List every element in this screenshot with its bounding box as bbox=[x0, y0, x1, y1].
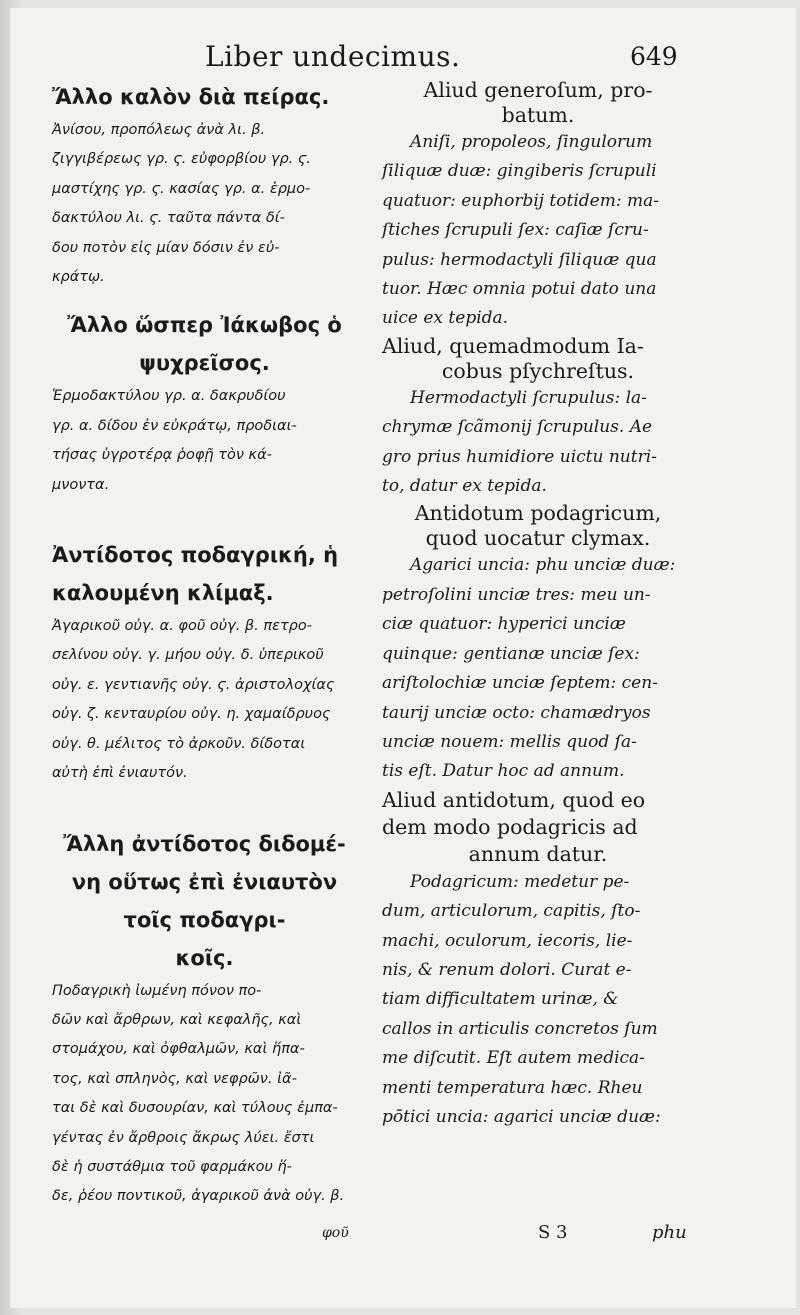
latin-section bbox=[382, 78, 694, 334]
section-gap bbox=[52, 514, 357, 536]
text-line: μνοντα. bbox=[52, 476, 110, 493]
heading-line: καλουμένη κλίμαξ. bbox=[52, 581, 274, 606]
text-line: ſtiches ſcrupuli ſex: caſiæ ſcru- bbox=[382, 220, 649, 241]
text-line: taurij unciæ octo: chamædryos bbox=[382, 702, 651, 723]
text-line: quinque: gentianæ unciæ ſex: bbox=[382, 643, 640, 664]
latin-section-heading bbox=[382, 787, 694, 868]
text-line: pulus: hermodactyli ſiliquæ qua bbox=[382, 249, 657, 270]
greek-section bbox=[52, 825, 357, 1212]
greek-section-heading bbox=[52, 536, 357, 612]
latin-section bbox=[382, 501, 694, 786]
heading-line: Aliud antidotum, quod eo bbox=[382, 787, 646, 812]
text-line: tiam difficultatem urinæ, & bbox=[382, 989, 619, 1010]
text-line: δὲ ἡ συστάθμια τοῦ φαρμάκου ἥ- bbox=[52, 1158, 292, 1175]
heading-line: κοῖς. bbox=[175, 945, 234, 970]
text-line: ſiliquæ duæ: gingiberis ſcrupuli bbox=[382, 161, 657, 182]
latin-section-heading bbox=[382, 334, 694, 384]
latin-catchword: phu bbox=[652, 1222, 687, 1243]
text-line: στομάχου, καὶ ὀφθαλμῶν, καὶ ἥπα- bbox=[52, 1041, 305, 1058]
text-line: Aniſi, propoleos, ſingulorum bbox=[410, 132, 653, 152]
text-line: Hermodactyli ſcrupulus: la- bbox=[410, 387, 647, 408]
text-line: tis eſt. Datur hoc ad annum. bbox=[382, 761, 625, 782]
text-line: ciæ quatuor: hyperici unciæ bbox=[382, 614, 626, 635]
heading-line: Ἄλλο ὥσπερ Ἰάκωβος ὁ bbox=[67, 313, 342, 338]
signature-mark: S 3 bbox=[538, 1222, 568, 1243]
heading-line: annum datur. bbox=[468, 841, 608, 866]
text-line: me diſcutit. Eſt autem medica- bbox=[382, 1048, 645, 1069]
latin-section bbox=[382, 787, 694, 1133]
text-line: to, datur ex tepida. bbox=[382, 476, 547, 497]
text-line: οὐγ. ε. γεντιανῆς οὐγ. ϛ. ἀριστολοχίας bbox=[52, 676, 335, 693]
text-line: δῶν καὶ ἄρθρων, καὶ κεφαλῆς, καὶ bbox=[52, 1011, 302, 1028]
text-line: callos in articulis concretos ſum bbox=[382, 1018, 658, 1039]
latin-section-body bbox=[382, 128, 694, 334]
heading-line: Aliud, quemadmodum Ia- bbox=[382, 333, 644, 358]
heading-line: Antidotum podagricum, bbox=[414, 501, 662, 526]
text-line: Ἀγαρικοῦ οὐγ. α. φοῦ οὐγ. β. πετρο- bbox=[52, 618, 312, 635]
text-line: pōtici uncia: agarici unciæ duæ: bbox=[382, 1106, 661, 1127]
text-line: petroſolini unciæ tres: meu un- bbox=[382, 584, 651, 605]
latin-section-heading bbox=[382, 501, 694, 551]
page-number: 649 bbox=[630, 42, 678, 71]
text-line: dum, articulorum, capitis, ſto- bbox=[382, 901, 641, 922]
section-gap bbox=[52, 803, 357, 825]
greek-section-body bbox=[52, 977, 357, 1212]
greek-catchword: φοῦ bbox=[322, 1225, 349, 1241]
heading-line: ψυχρεῖσος. bbox=[139, 351, 270, 376]
text-line: τήσας ὑγροτέρᾳ ῥοφῇ τὸν κά- bbox=[52, 447, 272, 464]
latin-section-body bbox=[382, 551, 694, 786]
latin-section-heading bbox=[382, 78, 694, 128]
text-line: κράτῳ. bbox=[52, 269, 105, 286]
text-line: σελίνου οὐγ. γ. μήου οὐγ. δ. ὑπερικοῦ bbox=[52, 647, 324, 664]
text-line: Ποδαγρικὴ ἰωμένη πόνον πο- bbox=[52, 982, 262, 999]
text-line: unciæ nouem: mellis quod ſa- bbox=[382, 731, 637, 752]
heading-line: Ἄλλο καλὸν διὰ πείρας. bbox=[52, 85, 330, 109]
heading-line: Aliud generoſum, pro- bbox=[423, 78, 653, 102]
heading-line: dem modo podagricis ad bbox=[382, 814, 638, 839]
greek-column bbox=[52, 78, 357, 1226]
greek-section bbox=[52, 536, 357, 788]
text-line: ζιγγιβέρεως γρ. ϛ. εὐφορβίου γρ. ϛ. bbox=[52, 151, 312, 168]
text-line: μαστίχης γρ. ϛ. κασίας γρ. α. ἑρμο- bbox=[52, 180, 311, 197]
heading-line: Ἄλλη ἀντίδοτος διδομέ- bbox=[63, 831, 346, 856]
text-line: quatuor: euphorbij totidem: ma- bbox=[382, 190, 659, 211]
text-line: δε, ῥέου ποντικοῦ, ἀγαρικοῦ ἀνὰ οὐγ. β. bbox=[52, 1188, 345, 1205]
text-line: chrymæ ſcãmonij ſcrupulus. Ae bbox=[382, 417, 653, 438]
greek-section-body bbox=[52, 612, 357, 788]
text-line: δακτύλου λι. ϛ. ταῦτα πάντα δί- bbox=[52, 210, 285, 227]
text-line: Ἀνίσου, προπόλεως ἀνὰ λι. β. bbox=[52, 122, 266, 138]
text-line: οὐγ. θ. μέλιτος τὸ ἀρκοῦν. δίδοται bbox=[52, 735, 306, 752]
text-line: γρ. α. δίδου ἐν εὐκράτῳ, προδιαι- bbox=[52, 417, 297, 434]
text-line: uice ex tepida. bbox=[382, 308, 509, 329]
text-line: menti temperatura hæc. Rheu bbox=[382, 1077, 643, 1098]
running-head: Liber undecimus. bbox=[205, 40, 461, 73]
text-line: τος, καὶ σπληνὸς, καὶ νεφρῶν. ἰᾶ- bbox=[52, 1070, 297, 1087]
heading-line: batum. bbox=[501, 103, 575, 127]
latin-column bbox=[382, 78, 694, 1132]
text-line: Agarici uncia: phu unciæ duæ: bbox=[410, 555, 676, 576]
text-line: ariſtolochiæ unciæ ſeptem: cen- bbox=[382, 673, 658, 694]
heading-line: cobus pſychreſtus. bbox=[441, 358, 635, 383]
greek-section-body bbox=[52, 116, 357, 292]
text-line: Podagricum: medetur pe- bbox=[410, 871, 630, 892]
text-line: ται δὲ καὶ δυσουρίαν, καὶ τύλους ἐμπα- bbox=[52, 1100, 338, 1117]
latin-section-body bbox=[382, 384, 694, 502]
text-line: tuor. Hæc omnia potui dato una bbox=[382, 279, 657, 300]
heading-line: quod uocatur clymax. bbox=[425, 526, 651, 551]
text-line: γέντας ἐν ἄρθροις ἄκρως λύει. ἔστι bbox=[52, 1129, 315, 1146]
heading-line: Ἀντίδοτος ποδαγρική, ἡ bbox=[52, 543, 339, 568]
greek-section-heading bbox=[52, 78, 357, 116]
heading-line: τοῖς ποδαγρι- bbox=[123, 907, 286, 932]
latin-section bbox=[382, 334, 694, 502]
text-line: αὐτὴ ἐπὶ ἐνιαυτόν. bbox=[52, 765, 188, 782]
greek-section-heading bbox=[52, 306, 357, 382]
greek-section bbox=[52, 78, 357, 292]
latin-section-body bbox=[382, 868, 694, 1133]
text-line: δου ποτὸν εἰς μίαν δόσιν ἐν εὐ- bbox=[52, 239, 280, 256]
heading-line: νη οὕτως ἐπὶ ἐνιαυτὸν bbox=[71, 869, 338, 894]
greek-section bbox=[52, 306, 357, 500]
text-line: machi, oculorum, iecoris, lie- bbox=[382, 930, 633, 951]
text-line: gro prius humidiore uictu nutri- bbox=[382, 446, 657, 467]
greek-section-body bbox=[52, 382, 357, 500]
text-line: οὐγ. ζ. κενταυρίου οὐγ. η. χαμαίδρυος bbox=[52, 706, 331, 723]
text-line: nis, & renum dolori. Curat e- bbox=[382, 959, 632, 980]
text-line: Ἑρμοδακτύλου γρ. α. δακρυδίου bbox=[52, 388, 286, 405]
greek-section-heading bbox=[52, 825, 357, 977]
